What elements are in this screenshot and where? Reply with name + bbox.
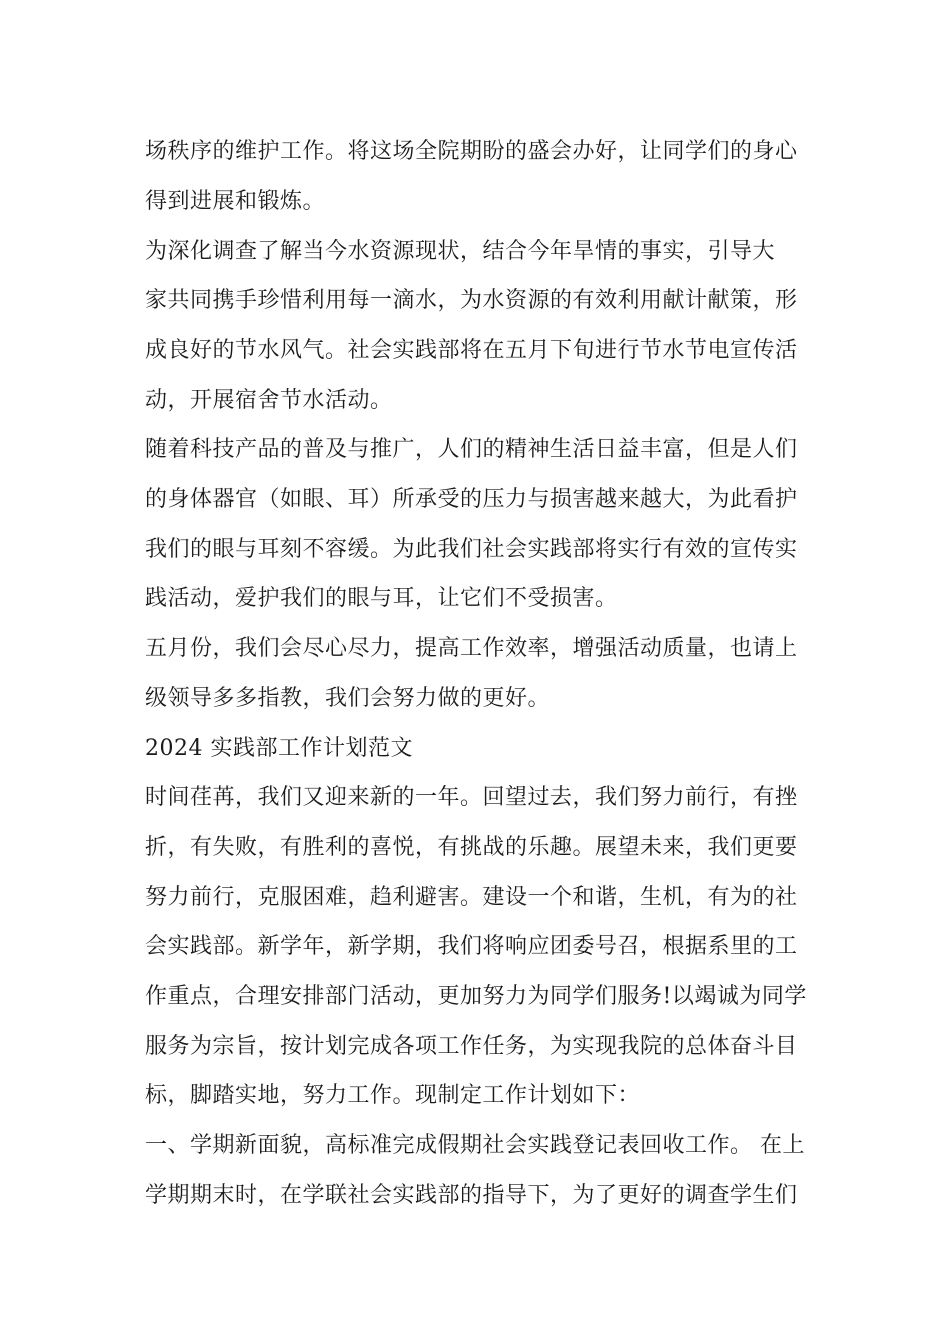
- text-line: 服务为宗旨，按计划完成各项工作任务，为实现我院的总体奋斗目: [145, 1034, 798, 1059]
- text-line: 家共同携手珍惜利用每一滴水，为水资源的有效利用献计献策，形: [145, 288, 798, 313]
- section-heading: 2024 实践部工作计划范文: [145, 736, 413, 761]
- text-line: 学期期末时，在学联社会实践部的指导下，为了更好的调查学生们: [145, 1183, 798, 1208]
- text-line: 得到进展和锻炼。: [145, 189, 326, 214]
- text-line: 努力前行，克服困难，趋利避害。建设一个和谐，生机，有为的社: [145, 885, 798, 910]
- text-line: 践活动，爱护我们的眼与耳，让它们不受损害。: [145, 586, 618, 611]
- text-line: 作重点，合理安排部门活动，更加努力为同学们服务!以竭诚为同学: [145, 984, 807, 1009]
- text-line: 我们的眼与耳刻不容缓。为此我们社会实践部将实行有效的宣传实: [145, 537, 798, 562]
- text-line: 为深化调查了解当今水资源现状，结合今年旱情的事实，引导大: [145, 239, 776, 264]
- text-line: 时间荏苒，我们又迎来新的一年。回望过去，我们努力前行，有挫: [145, 785, 798, 810]
- text-line: 标，脚踏实地，努力工作。现制定工作计划如下：: [145, 1083, 641, 1108]
- text-line: 会实践部。新学年，新学期，我们将响应团委号召，根据系里的工: [145, 934, 798, 959]
- text-line: 场秩序的维护工作。将这场全院期盼的盛会办好，让同学们的身心: [145, 139, 798, 164]
- text-line: 折，有失败，有胜利的喜悦，有挑战的乐趣。展望未来，我们更要: [145, 835, 798, 860]
- text-line: 动，开展宿舍节水活动。: [145, 388, 393, 413]
- text-line: 一、学期新面貌，高标准完成假期社会实践登记表回收工作。 在上: [145, 1133, 805, 1158]
- text-line: 随着科技产品的普及与推广，人们的精神生活日益丰富，但是人们: [145, 437, 798, 462]
- text-line: 级领导多多指教，我们会努力做的更好。: [145, 686, 551, 711]
- text-line: 五月份，我们会尽心尽力，提高工作效率，增强活动质量，也请上: [145, 636, 798, 661]
- text-line: 的身体器官（如眼、耳）所承受的压力与损害越来越大，为此看护: [145, 487, 798, 512]
- text-line: 成良好的节水风气。社会实践部将在五月下旬进行节水节电宣传活: [145, 338, 798, 363]
